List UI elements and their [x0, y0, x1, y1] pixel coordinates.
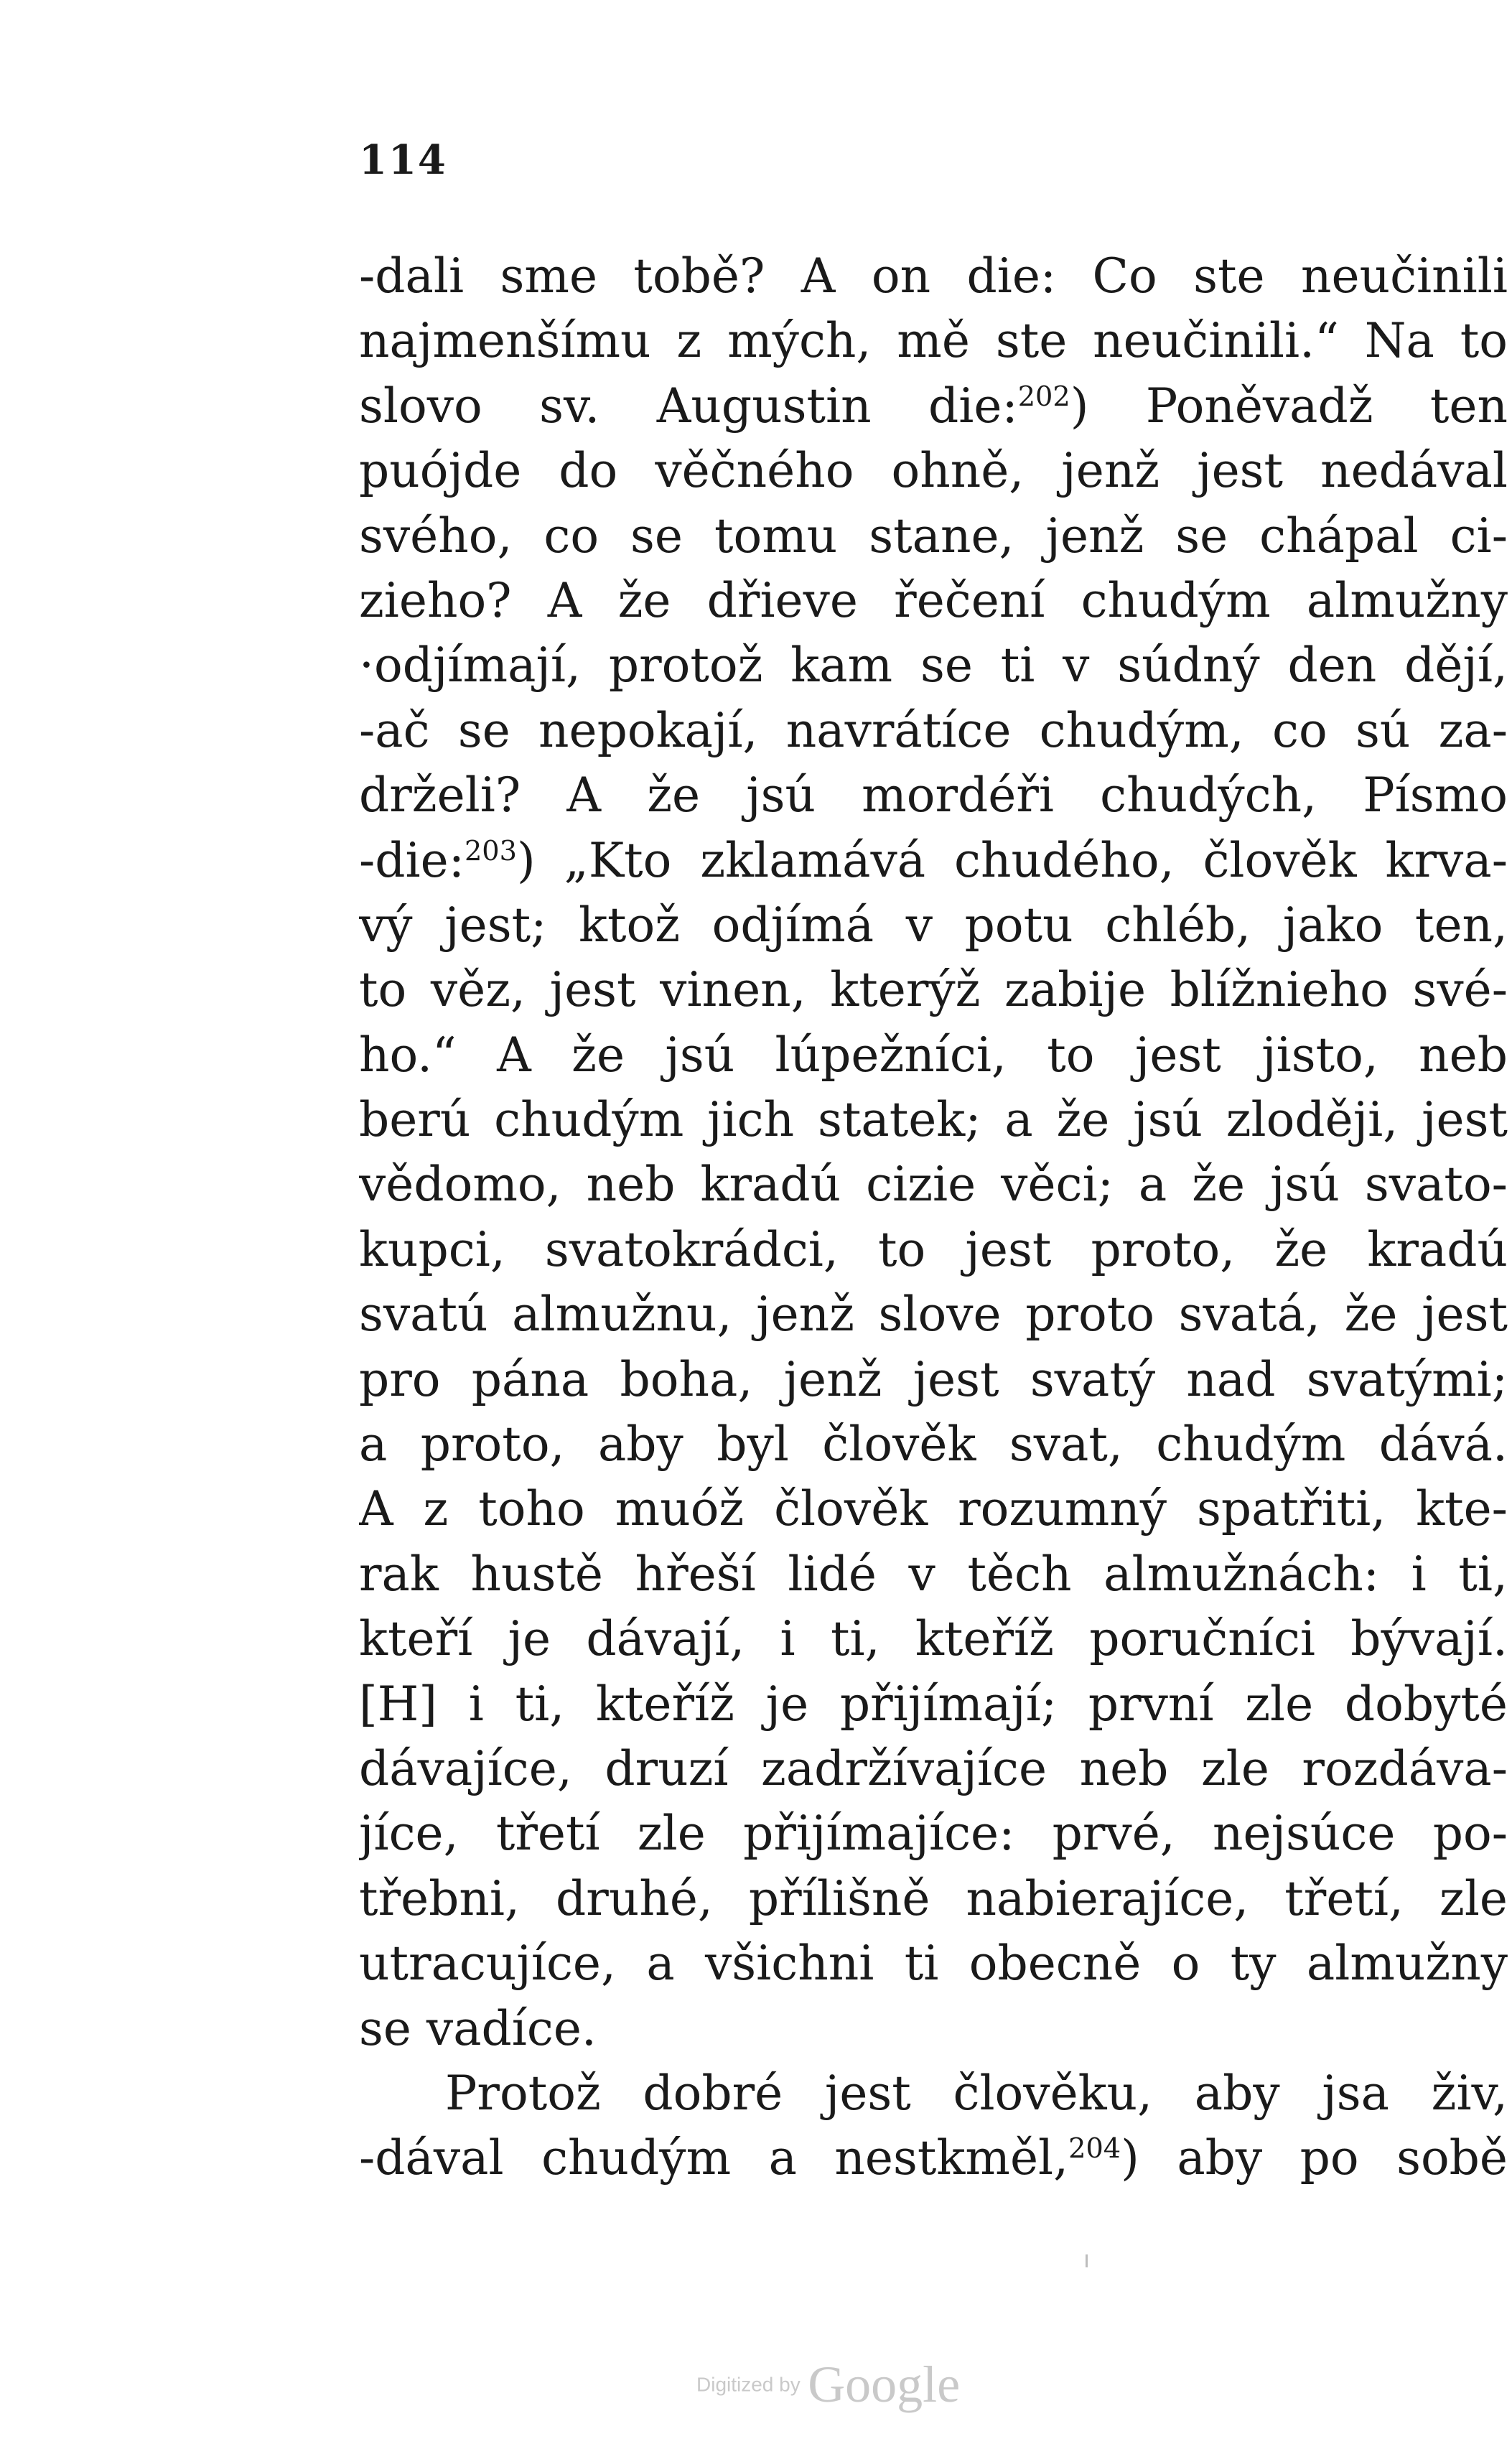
- text-line: -dali sme tobě? A on die: Co ste neučinili: [359, 248, 1508, 304]
- text-line: to věz, jest vinen, kterýž zabije blížnieho své-: [359, 962, 1508, 1018]
- footnote-ref: 203: [464, 834, 517, 867]
- digitization-watermark: [696, 2355, 960, 2415]
- text-line: se vadíce.: [359, 2000, 597, 2056]
- text-line: -dával chudým a nestkměl,$^{204}$) aby po sobě: [359, 2130, 1508, 2186]
- text-line: slovo sv. Augustin die:$^{202}$) Poněvadž ten: [359, 378, 1508, 434]
- text-line: jíce, třetí zle přijímajíce: prvé, nejsúce po-: [359, 1806, 1508, 1862]
- watermark-prefix: Digitized by: [696, 2373, 801, 2396]
- text-line: -ač se nepokají, navrátíce chudým, co sú za-: [359, 702, 1508, 758]
- text-line: [H] i ti, kteříž je přijímají; první zle dobyté: [359, 1676, 1508, 1732]
- text-line: vědomo, neb kradú cizie věci; a že jsú svato-: [359, 1157, 1508, 1213]
- text-line: svého, co se tomu stane, jenž se chápal ci-: [359, 508, 1508, 564]
- text-line: berú chudým jich statek; a že jsú zloději, jest: [359, 1092, 1508, 1148]
- text-line: A z toho muóž člověk rozumný spatřiti, kte-: [359, 1481, 1508, 1537]
- text-line: dávajíce, druzí zadržívajíce neb zle rozdáva-: [359, 1740, 1508, 1796]
- text-line: rak hustě hřeší lidé v těch almužnách: i ti,: [359, 1546, 1508, 1602]
- text-line: a proto, aby byl člověk svat, chudým dává.: [359, 1417, 1508, 1473]
- text-line: vý jest; ktož odjímá v potu chléb, jako ten,: [359, 897, 1508, 953]
- text-line: pro pána boha, jenž jest svatý nad svatými;: [359, 1351, 1508, 1407]
- text-line: třebni, druhé, přílišně nabierajíce, třetí, zle: [359, 1870, 1508, 1926]
- text-line: najmenšímu z mých, mě ste neučinili.“ Na to: [359, 313, 1508, 369]
- text-line: svatú almužnu, jenž slove proto svatá, že jest: [359, 1287, 1508, 1343]
- text-line: -die:$^{203}$) „Kto zklamává chudého, člověk krva-: [359, 832, 1508, 888]
- text-line: ·odjímají, protož kam se ti v súdný den dějí,: [359, 638, 1508, 694]
- text-line: puójde do věčného ohně, jenž jest nedával: [359, 443, 1508, 499]
- footnote-ref: 202: [1017, 380, 1070, 413]
- text-line: Protož dobré jest člověku, aby jsa živ,: [445, 2065, 1508, 2121]
- text-line: utracujíce, a všichni ti obecně o ty almužny: [359, 1936, 1508, 1992]
- page-number: 114: [359, 136, 447, 184]
- text-line: kteří je dávají, i ti, kteříž poručníci bývají.: [359, 1611, 1508, 1667]
- text-line: ho.“ A že jsú lúpežníci, to jest jisto, neb: [359, 1027, 1508, 1083]
- google-logo: Google: [808, 2356, 961, 2413]
- footnote-ref: 204: [1068, 2132, 1121, 2165]
- text-line: drželi? A že jsú mordéři chudých, Písmo: [359, 768, 1508, 824]
- text-line: kupci, svatokrádci, to jest proto, že kradú: [359, 1221, 1508, 1277]
- text-line: zieho? A že dřieve řečení chudým almužny: [359, 572, 1508, 628]
- body-text: [359, 244, 1508, 2191]
- print-mark: [1086, 2254, 1088, 2267]
